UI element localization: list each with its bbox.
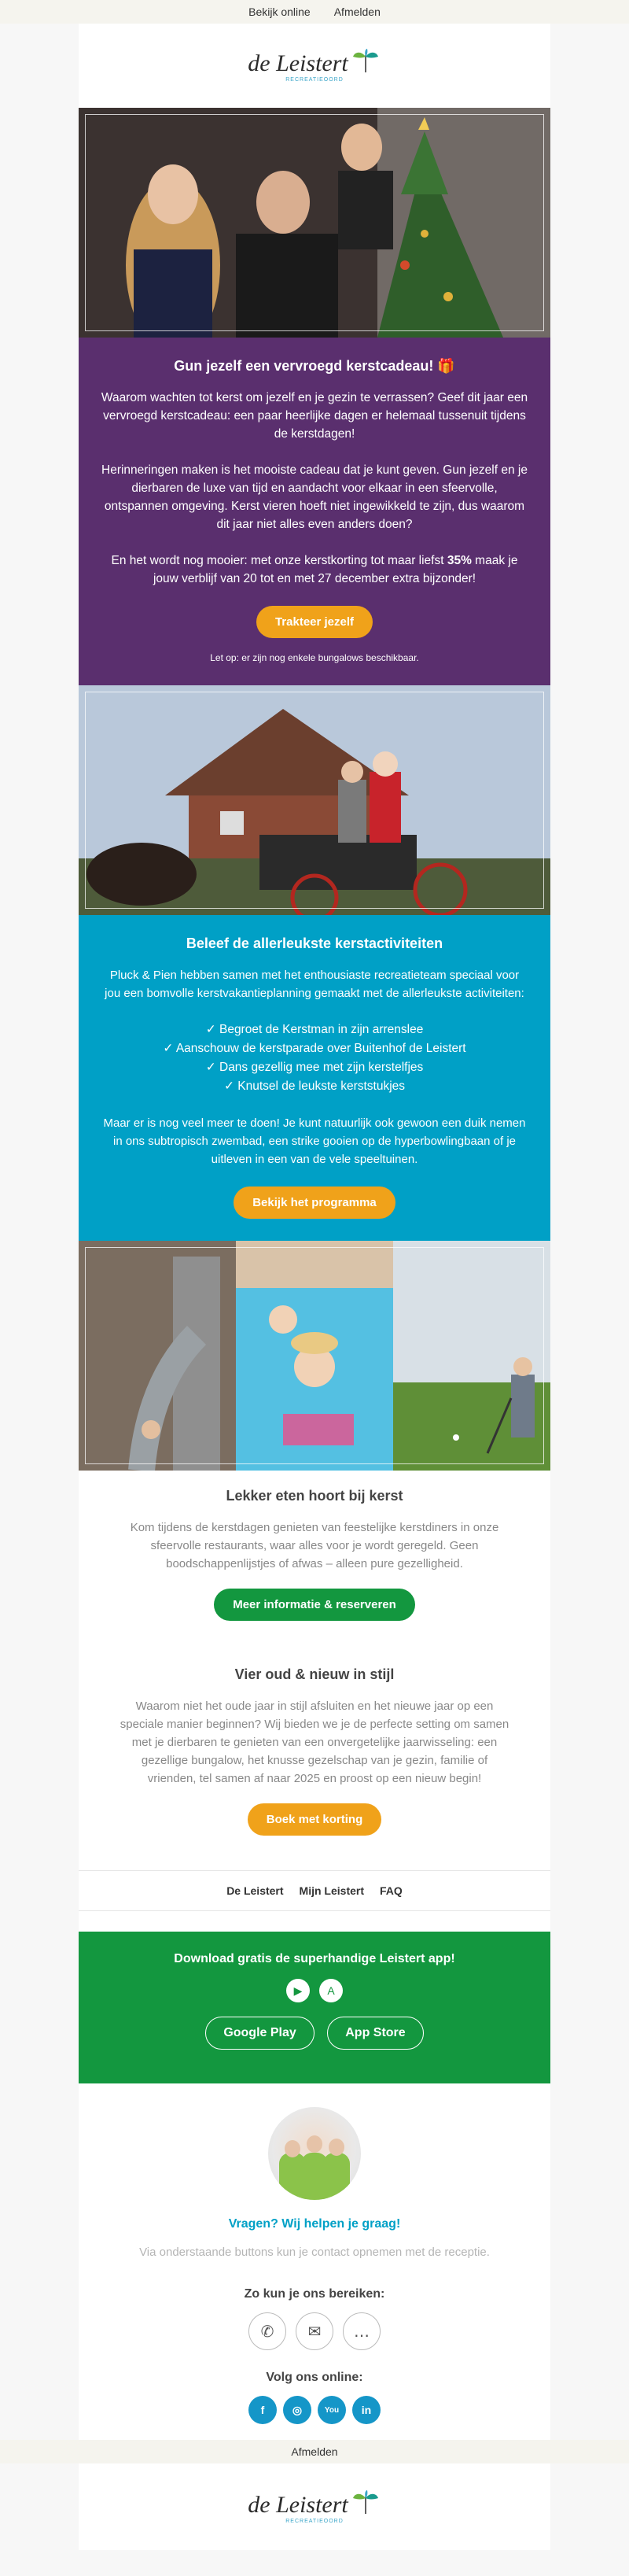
footer-logo-text: de Leistert xyxy=(248,2491,348,2518)
list-item: ✓ Aanschouw de kerstparade over Buitenhof de Leistert xyxy=(163,1042,466,1055)
treat-yourself-button[interactable]: Trakteer jezelf xyxy=(256,606,373,638)
newyear-section xyxy=(79,1649,550,1864)
unsubscribe-link[interactable]: Afmelden xyxy=(333,6,381,18)
app-store-button[interactable]: App Store xyxy=(327,2017,423,2050)
top-bar xyxy=(0,0,629,24)
chat-icon[interactable]: … xyxy=(343,2312,381,2350)
newyear-title: Vier oud & nieuw in stijl xyxy=(234,1666,395,1682)
pool-illustration xyxy=(236,1241,393,1471)
slide-illustration xyxy=(79,1241,236,1471)
list-item: ✓ Knutsel de leukste kerststukjes xyxy=(223,1079,406,1093)
activity-photo-row xyxy=(79,1241,550,1471)
minigolf-photo[interactable] xyxy=(393,1241,550,1471)
leaf-logo-icon xyxy=(350,49,381,76)
intro-paragraph-2: Herinneringen maken is het mooiste cadeau dat je kunt geven. Gun jezelf en je dierbaren de luxe van tijd en aandacht voor elkaar in een sfeervolle, ontspannen omgeving. Kerst vieren hoeft niet ingewikkeld te zijn, dus waarom dit jaar niet alles even anders doen? xyxy=(101,463,528,531)
follow-title: Volg ons online: xyxy=(266,2371,363,2384)
google-play-button[interactable]: Google Play xyxy=(205,2017,314,2050)
link-de-leistert[interactable]: De Leistert xyxy=(226,1884,284,1897)
newyear-text: Waarom niet het oude jaar in stijl afsluiten en het nieuwe jaar op een speciale manier beginnen? Wij bieden we je de perfecte setting om samen met je dierbaren te genieten van een onvergetelijke jaarwisseling: een gezellige bungalow, het knusse gezelschap van je gezin, familie of vrienden, tel samen af naar 2025 en proost op een nieuw begin! xyxy=(120,1699,509,1785)
activities-title: Beleef de allerleukste kerstactiviteiten xyxy=(186,936,443,951)
facebook-icon[interactable]: f xyxy=(248,2396,277,2424)
phone-icon[interactable]: ✆ xyxy=(248,2312,286,2350)
santa-illustration xyxy=(79,685,550,915)
slide-photo[interactable] xyxy=(79,1241,236,1471)
link-mijn-leistert[interactable]: Mijn Leistert xyxy=(299,1884,365,1897)
activities-section xyxy=(79,915,550,1241)
footer-leaf-logo-icon xyxy=(350,2490,381,2517)
activities-list xyxy=(101,1020,528,1096)
instagram-icon[interactable]: ◎ xyxy=(283,2396,311,2424)
help-title: Vragen? Wij helpen je graag! xyxy=(228,2217,401,2231)
email-body xyxy=(79,24,550,2440)
intro-title: Gun jezelf een vervroegd kerstcadeau! 🎁 xyxy=(174,358,455,374)
platform-icons xyxy=(79,1979,550,2002)
header-logo[interactable] xyxy=(79,24,550,108)
minigolf-illustration xyxy=(393,1241,550,1471)
footer-unsubscribe-link[interactable]: Afmelden xyxy=(291,2445,338,2458)
spacer xyxy=(79,1911,550,1932)
mail-icon[interactable]: ✉ xyxy=(296,2312,333,2350)
social-icons xyxy=(102,2396,527,2424)
dining-title: Lekker eten hoort bij kerst xyxy=(226,1488,403,1504)
dining-section xyxy=(79,1471,550,1649)
reception-team-photo xyxy=(268,2107,361,2200)
santa-sleigh-image[interactable] xyxy=(79,685,550,915)
help-subtitle: Via onderstaande buttons kun je contact opnemen met de receptie. xyxy=(139,2246,490,2259)
intro-paragraph-1: Waarom wachten tot kerst om jezelf en je gezin te verrassen? Geef dit jaar een vervroegd kerstcadeau: een paar heerlijke dagen er helemaal tussenuit tijdens de kerstdagen! xyxy=(101,391,528,441)
reach-title: Zo kun je ons bereiken: xyxy=(244,2287,385,2301)
hero-illustration xyxy=(79,108,550,338)
footer-logo[interactable] xyxy=(79,2463,550,2550)
more-info-reserve-button[interactable]: Meer informatie & reserveren xyxy=(214,1589,415,1621)
app-title: Download gratis de superhandige Leistert app! xyxy=(174,1952,455,1965)
dining-text: Kom tijdens de kerstdagen genieten van feestelijke kerstdiners in onze sfeervolle restaurants, waar alles voor je wordt geregeld. Geen boodschappenlijstjes of afwas – alleen pure gezelligheid. xyxy=(130,1521,499,1570)
activities-intro: Pluck & Pien hebben samen met het enthousiaste recreatieteam speciaal voor jou een bomvolle kerstvakantieplanning gemaakt met de allerleukste activiteiten: xyxy=(105,969,524,1000)
app-download-section xyxy=(79,1932,550,2083)
contact-buttons xyxy=(102,2312,527,2350)
pool-photo[interactable] xyxy=(236,1241,393,1471)
app-store-icon: A xyxy=(319,1979,343,2002)
logo-text: de Leistert xyxy=(248,50,348,76)
link-faq[interactable]: FAQ xyxy=(380,1884,403,1897)
intro-paragraph-3: En het wordt nog mooier: met onze kerstkorting tot maar liefst 35% maak je jouw verblijf van 20 tot en met 27 december extra bijzonder! xyxy=(111,554,518,585)
logo-subtitle: RECREATIEOORD xyxy=(285,77,344,83)
view-online-link[interactable]: Bekijk online xyxy=(248,6,311,18)
youtube-icon[interactable]: You xyxy=(318,2396,346,2424)
footer-logo-subtitle: RECREATIEOORD xyxy=(285,2518,344,2524)
google-play-icon: ▶ xyxy=(286,1979,310,2002)
list-item: ✓ Dans gezellig mee met zijn kerstelfjes xyxy=(205,1061,424,1074)
activities-outro: Maar er is nog veel meer te doen! Je kunt natuurlijk ook gewoon een duik nemen in ons subtropisch zwembad, een strike gooien op de hyperbowlingbaan of je uitleven in een van de vele speeltuinen. xyxy=(103,1116,526,1166)
discount-percentage: 35% xyxy=(447,554,472,567)
footer-links xyxy=(79,1870,550,1911)
view-program-button[interactable]: Bekijk het programma xyxy=(234,1187,395,1219)
help-section xyxy=(79,2083,550,2440)
intro-section xyxy=(79,338,550,685)
list-item: ✓ Begroet de Kerstman in zijn arrenslee xyxy=(205,1023,424,1036)
book-with-discount-button[interactable]: Boek met korting xyxy=(248,1803,382,1836)
linkedin-icon[interactable]: in xyxy=(352,2396,381,2424)
hero-image-family-christmas-tree[interactable] xyxy=(79,108,550,338)
bottom-bar xyxy=(0,2440,629,2463)
availability-note: Let op: er zijn nog enkele bungalows beschikbaar. xyxy=(210,652,419,663)
